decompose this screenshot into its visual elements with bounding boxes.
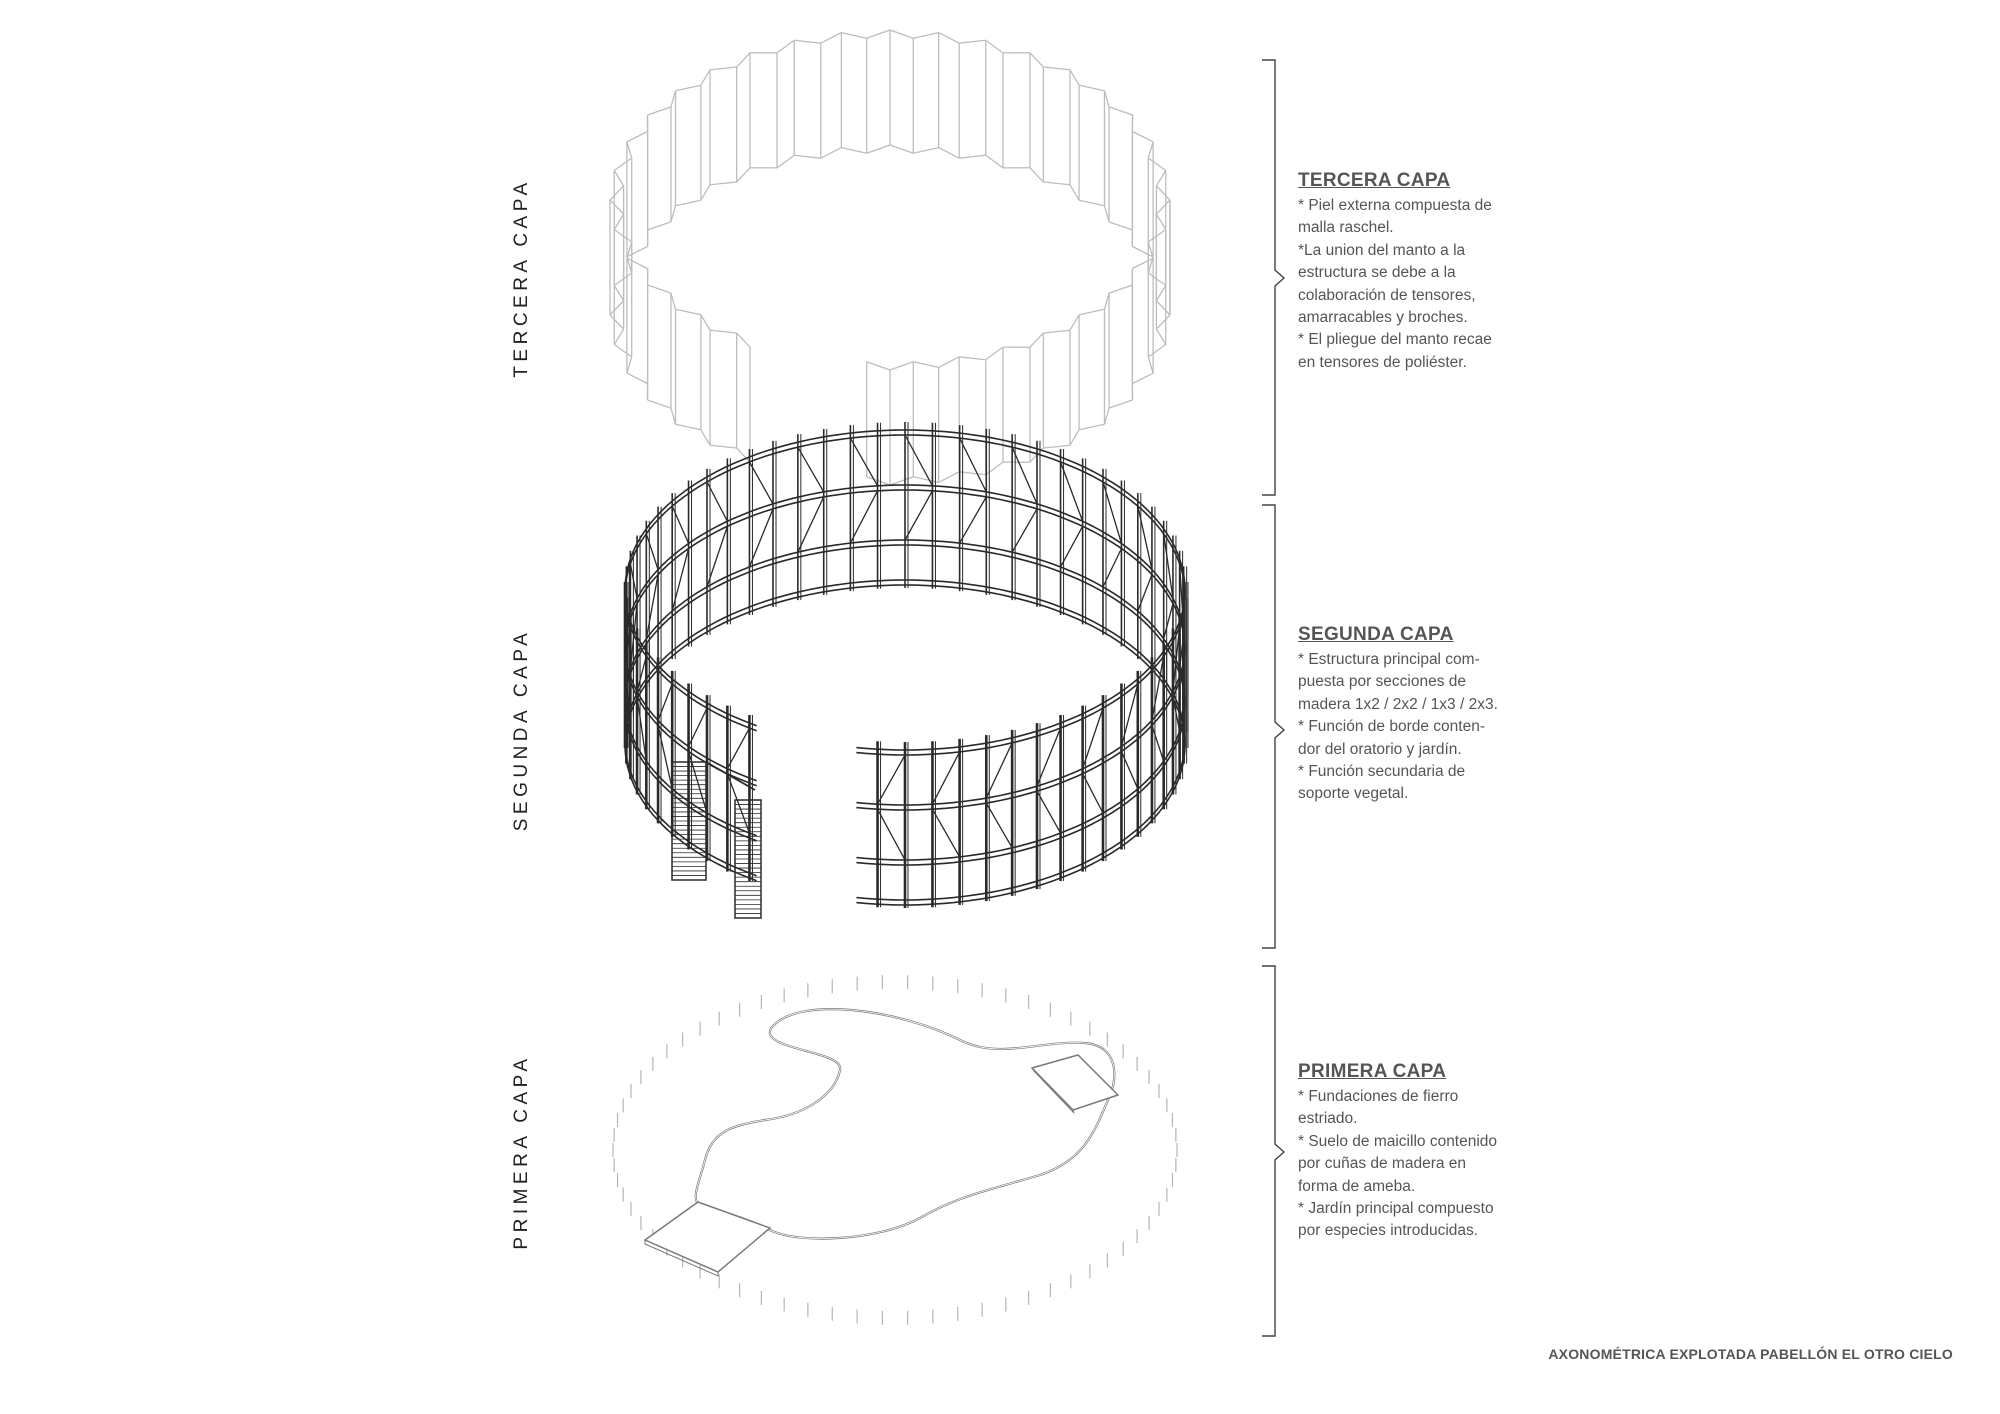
description-line: amarracables y broches. — [1298, 309, 1468, 327]
description-line: estructura se debe a la — [1298, 264, 1456, 282]
description-primera-capa — [1298, 1061, 1528, 1243]
description-tercera-capa — [1298, 170, 1528, 374]
description-line: madera 1x2 / 2x2 / 1x3 / 2x3. — [1298, 695, 1498, 713]
bracket-tercera-capa — [1262, 60, 1284, 495]
description-line: * Jardín principal compuesto — [1298, 1200, 1494, 1218]
description-line: malla raschel. — [1298, 219, 1394, 237]
description-line: *La union del manto a la — [1298, 241, 1466, 259]
side-label-tercera-capa: TERCERA CAPA — [511, 178, 532, 378]
description-line: en tensores de poliéster. — [1298, 353, 1467, 371]
description-title: SEGUNDA CAPA — [1298, 624, 1454, 645]
description-line: * Fundaciones de fierro — [1298, 1088, 1459, 1105]
description-line: * Función secundaria de — [1298, 763, 1466, 781]
side-label-segunda-capa: SEGUNDA CAPA — [511, 628, 532, 832]
description-line: * El pliegue del manto recae — [1298, 331, 1492, 349]
description-line: * Estructura principal com- — [1298, 651, 1480, 668]
description-title: PRIMERA CAPA — [1298, 1061, 1447, 1082]
side-label-primera-capa: PRIMERA CAPA — [511, 1054, 532, 1250]
description-line: colaboración de tensores, — [1298, 286, 1476, 304]
description-line: * Función de borde conten- — [1298, 718, 1485, 736]
description-line: por especies introducidas. — [1298, 1222, 1479, 1240]
description-line: soporte vegetal. — [1298, 785, 1409, 803]
description-title: TERCERA CAPA — [1298, 170, 1451, 191]
description-line: por cuñas de madera en — [1298, 1155, 1467, 1173]
description-segunda-capa — [1298, 624, 1528, 806]
description-line: * Suelo de maicillo contenido — [1298, 1132, 1498, 1150]
footer-caption: AXONOMÉTRICA EXPLOTADA PABELLÓN EL OTRO CIELO — [1548, 1346, 1953, 1362]
bracket-primera-capa — [1262, 966, 1284, 1336]
description-line: dor del oratorio y jardín. — [1298, 740, 1462, 758]
bracket-segunda-capa — [1262, 505, 1284, 948]
description-line: estriado. — [1298, 1110, 1358, 1128]
description-line: puesta por secciones de — [1298, 673, 1467, 691]
description-line: forma de ameba. — [1298, 1177, 1416, 1195]
description-line: * Piel externa compuesta de — [1298, 197, 1492, 214]
